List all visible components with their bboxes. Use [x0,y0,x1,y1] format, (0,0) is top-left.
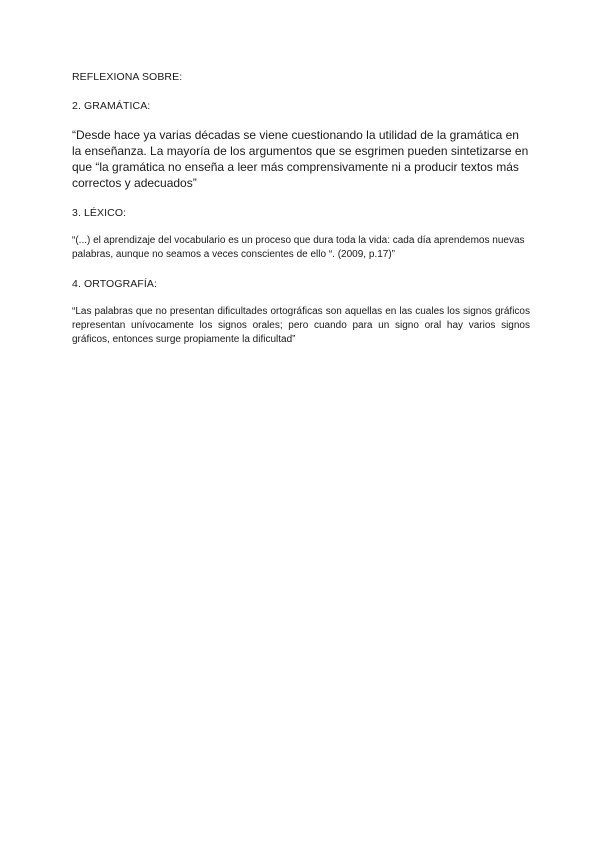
section-quote-lexico: “(...) el aprendizaje del vocabulario es un proceso que dura toda la vida: cada día aprendemos nuevas palabras, aunque no seamos a veces conscientes de ello “. (2009, p.17)” [72,235,525,260]
document-title: REFLEXIONA SOBRE: [72,71,183,83]
section-quote-gramatica: “Desde hace ya varias décadas se viene cuestionando la utilidad de la gramática en la enseñanza. La mayoría de los argumentos que se esgrimen pueden sintetizarse en que “la gramática no enseña a leer más comprensivamente ni a producir textos más correctos y adecuados” [72,128,529,190]
section-heading-lexico: 3. LÉXICO: [72,207,127,219]
section-quote-ortografia: “Las palabras que no presentan dificultades ortográficas son aquellas en las cuales los signos gráficos representan unívocamente los signos orales; pero cuando para un signo oral hay varios signos gráficos, entonces surge propiamente la dificultad” [72,306,530,345]
section-heading-ortografia: 4. ORTOGRAFÍA: [72,278,158,290]
document-content [72,70,530,347]
section-heading-gramatica: 2. GRAMÁTICA: [72,100,151,112]
